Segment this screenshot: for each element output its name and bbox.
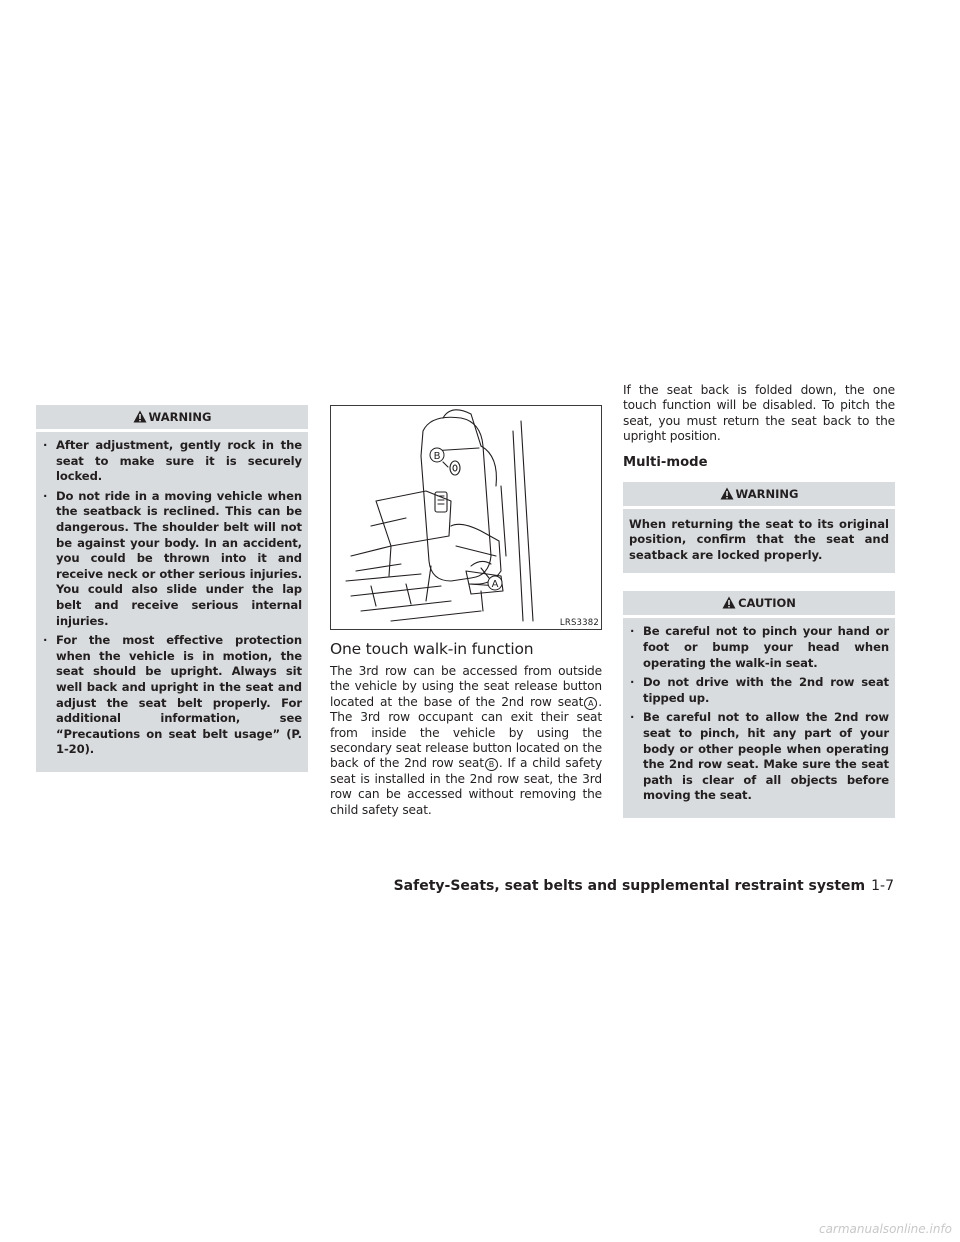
caution-title: CAUTION xyxy=(738,596,796,611)
warning-header xyxy=(36,405,308,432)
warning-box xyxy=(36,405,308,772)
paragraph-part: . If a child safety seat is installed in the 2nd row seat, the 3rd row can be accessed without removing the child safety seat. xyxy=(330,756,603,817)
page-number: 1-7 xyxy=(871,878,894,894)
section-heading: One touch walk-in function xyxy=(330,640,534,658)
footer-title: Safety-Seats, seat belts and supplemental restraint system xyxy=(393,878,866,894)
seat-illustration xyxy=(330,405,602,630)
warning-triangle-icon xyxy=(720,484,734,508)
warning-header xyxy=(623,482,895,509)
left-column xyxy=(36,405,308,772)
caution-item: · Do not drive with the 2nd row seat tipped up. xyxy=(629,675,889,706)
warning-item: · For the most effective protection when the vehicle is in motion, the seat should be upright. Always sit well back and upright in the seat and adjust the seat belt properly. For additional information, see “Precautions on seat belt usage” (P. 1-20). xyxy=(42,633,302,758)
callout-a-label: A xyxy=(491,579,499,590)
caution-header xyxy=(623,591,895,618)
caution-item: · Be careful not to pinch your hand or foot or bump your head when operating the walk-in seat. xyxy=(629,624,889,671)
right-column xyxy=(623,383,895,818)
multimode-warning-box xyxy=(623,482,895,574)
warning-item: · Do not ride in a moving vehicle when the seatback is reclined. This can be dangerous. The shoulder belt will not be against your body. In an accident, you could be thrown into it and receive neck or other serious injuries. You could also slide under the lap belt and receive serious internal injuries. xyxy=(42,489,302,629)
page-footer xyxy=(394,878,894,894)
intro-paragraph: If the seat back is folded down, the one touch function will be disabled. To pitch the seat, you must return the seat back to the upright position. xyxy=(623,383,895,444)
paragraph-part: The 3rd row can be accessed from outside the vehicle by using the seat release button located at the base of the 2nd row seat xyxy=(330,664,602,709)
paragraph-part: . The 3rd row occupant can exit their seat from inside the vehicle by using the secondary seat release button located on the back of the 2nd row seat xyxy=(330,694,602,771)
figure-code: LRS3382 xyxy=(559,618,599,628)
warning-title: WARNING xyxy=(735,486,799,501)
caution-list xyxy=(629,624,889,804)
callout-b-label: B xyxy=(433,451,441,462)
caution-item: · Be careful not to allow the 2nd row seat to pinch, hit any part of your body or other people when operating the 2nd row seat. Make sure the seat path is clear of all objects before moving the seat. xyxy=(629,710,889,804)
middle-column xyxy=(330,405,602,818)
caution-box xyxy=(623,591,895,818)
warning-triangle-icon xyxy=(133,407,147,431)
watermark: carmanualsonline.info xyxy=(818,1222,952,1236)
callout-b-marker: B xyxy=(485,758,498,771)
warning-title: WARNING xyxy=(148,410,212,424)
seat-drawing-icon xyxy=(331,406,601,629)
walk-in-paragraph xyxy=(330,664,602,818)
subheading: Multi-mode xyxy=(623,454,708,470)
warning-item: · After adjustment, gently rock in the seat to make sure it is securely locked. xyxy=(42,438,302,485)
warning-text: When returning the seat to its original position, confirm that the seat and seatback are locked properly. xyxy=(629,516,889,562)
callout-a-marker: A xyxy=(584,697,597,710)
caution-triangle-icon xyxy=(722,593,736,617)
warning-list xyxy=(42,438,302,758)
